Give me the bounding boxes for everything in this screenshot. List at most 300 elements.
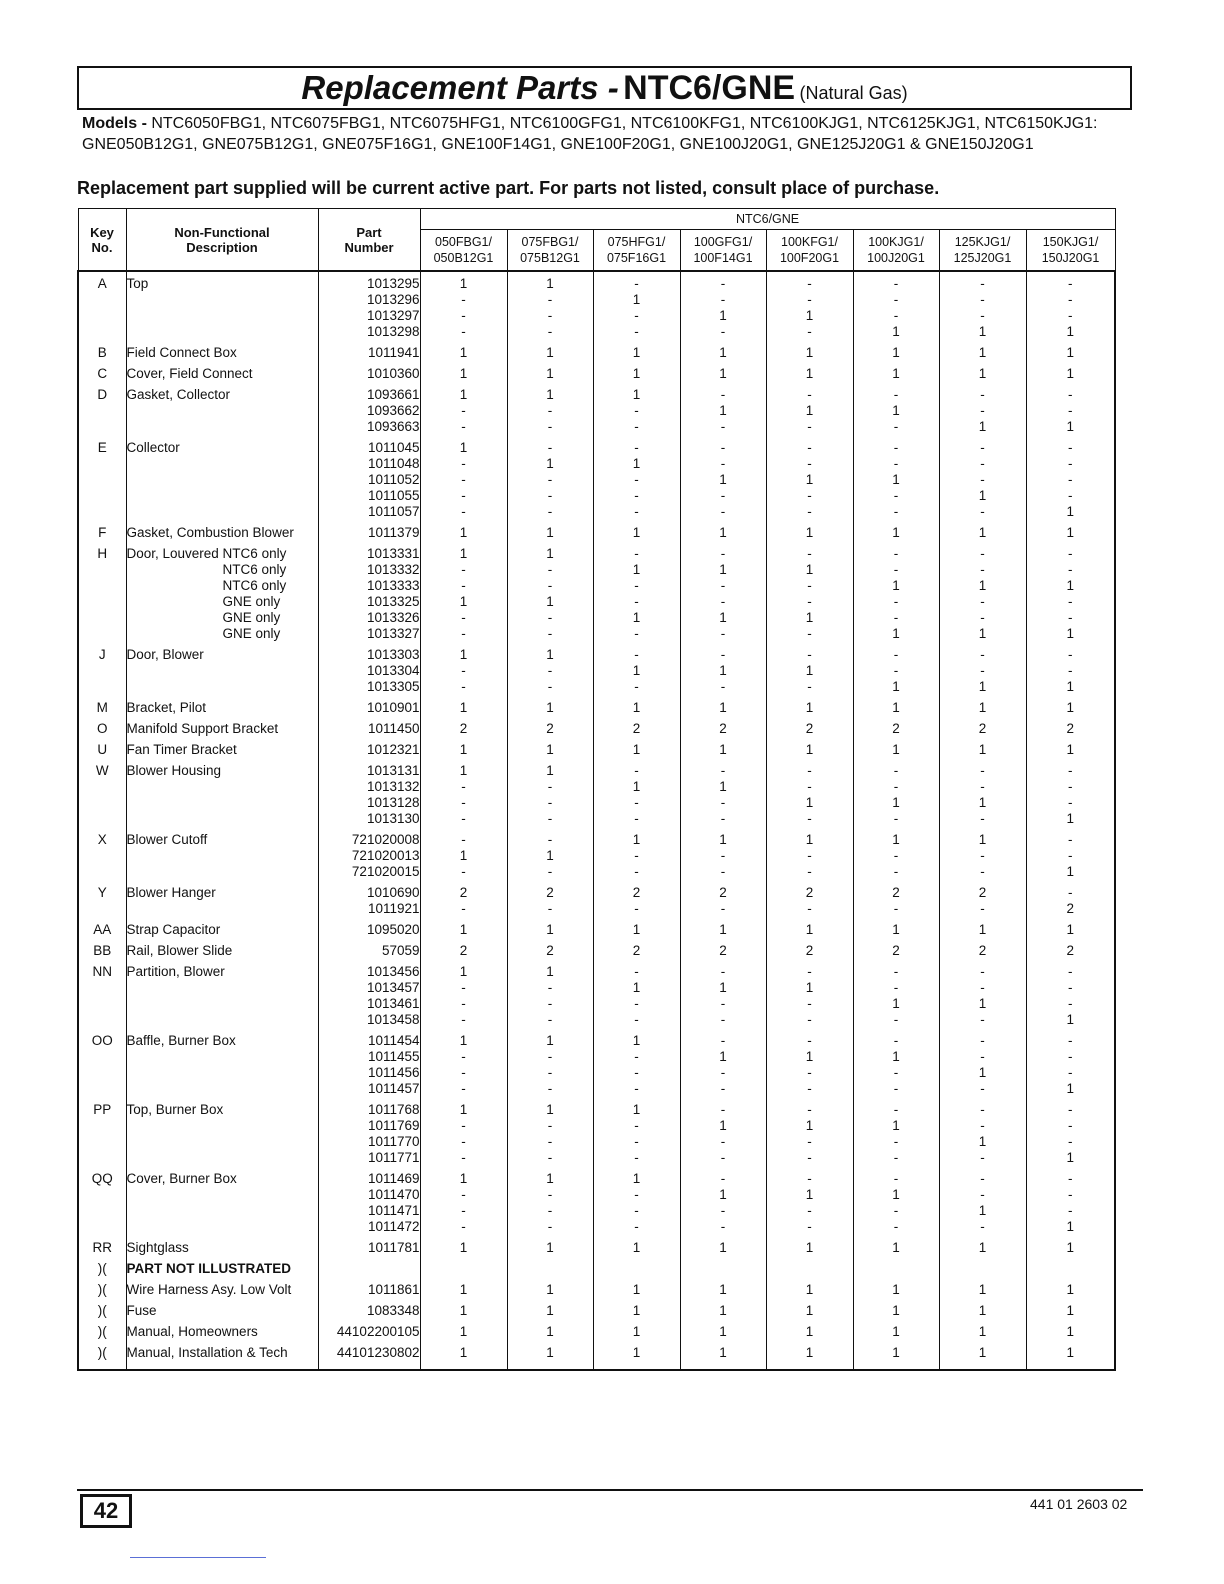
quantity-value: 1 [1066,742,1075,757]
quantity-value: - [893,1171,899,1186]
quantity-value: - [893,663,899,678]
quantity-value: - [461,795,466,810]
quantity-cell [766,271,853,345]
quantity-cell [680,721,766,742]
quantity-value: 1 [892,626,900,641]
part-number: 1013456 [366,964,420,979]
description-text: Bracket, Pilot [126,700,207,715]
quantity-value: - [720,1203,726,1218]
quantity-cell [680,345,766,366]
quantity-value: - [547,308,553,323]
part-number: 1013295 [366,276,420,291]
quantity-value: 1 [719,742,727,757]
quantity-value: - [547,1134,553,1149]
quantity-value: 2 [719,721,727,736]
part-number: 1013457 [366,980,420,995]
quantity-value: - [980,779,985,794]
quantity-value: - [807,594,812,609]
description-text: Top, Burner Box [126,1102,224,1117]
part-number-cell [318,832,420,885]
table-row [78,1324,1115,1345]
quantity-value: 2 [459,885,468,900]
quantity-value: - [634,1012,639,1027]
quantity-cell [420,1303,507,1324]
quantity-value: - [980,387,985,402]
part-number: 721020013 [351,848,420,863]
quantity-value: - [547,292,553,307]
quantity-cell [766,721,853,742]
quantity-value: 1 [632,742,641,757]
quantity-value: 2 [546,943,554,958]
quantity-value: - [1068,546,1073,561]
quantity-cell [1026,1282,1115,1303]
quantity-value: 1 [1066,700,1075,715]
part-number: 1011768 [367,1102,420,1117]
quantity-cell [420,525,507,546]
quantity-value: 1 [978,1203,987,1218]
description-cell [126,1282,318,1303]
row-gap [127,1187,318,1192]
page-title-box [77,66,1132,110]
quantity-cell [507,366,593,387]
header-line: 150J20G1 [1041,251,1100,265]
quantity-cell [1026,525,1115,546]
quantity-value: 1 [805,345,814,360]
quantity-cell [593,647,680,700]
quantity-value: 1 [459,742,468,757]
quantity-value: 1 [978,1324,987,1339]
quantity-value: - [980,456,985,471]
quantity-value: - [547,419,553,434]
quantity-cell [766,1102,853,1171]
part-number: 1011379 [367,525,420,540]
quantity-value: - [807,848,812,863]
quantity-value: 1 [978,742,987,757]
table-row [78,546,1115,647]
key-number: RR [92,1240,112,1255]
quantity-value: 2 [1066,721,1075,736]
column-header-description [126,209,318,272]
quantity-cell [853,1345,939,1370]
part-number-cell [318,1261,420,1282]
part-number-cell [318,1033,420,1102]
quantity-value: 1 [546,546,554,561]
quantity-value: - [980,403,985,418]
description-text: Cover, Burner Box [126,1171,237,1186]
quantity-value: - [1068,1118,1073,1133]
description-cell [126,1345,318,1370]
quantity-value: 1 [459,647,468,662]
quantity-value: - [1068,472,1073,487]
quantity-value: 2 [459,943,468,958]
key-number: W [95,763,109,778]
quantity-value: 1 [459,1171,468,1186]
quantity-cell [1026,345,1115,366]
quantity-cell [939,1303,1026,1324]
column-header-model [680,230,766,272]
quantity-value: 1 [892,1345,900,1360]
quantity-cell [420,1282,507,1303]
part-number: 1011941 [367,345,420,360]
part-number: 1013304 [366,663,420,678]
quantity-value: - [720,964,726,979]
quantity-cell [853,387,939,440]
table-body [78,271,1115,1370]
quantity-value: 1 [719,1118,727,1133]
key-number: )( [97,1282,107,1297]
description-cell [126,647,318,700]
quantity-value: - [807,1150,812,1165]
column-header-model [593,230,680,272]
quantity-value: 1 [1066,1303,1075,1318]
quantity-value: - [461,504,466,519]
description-cell [126,885,318,922]
key-number: M [96,700,108,715]
quantity-value: - [461,811,466,826]
quantity-value: 1 [459,366,468,381]
row-gap [508,1261,593,1266]
quantity-value: - [720,626,726,641]
quantity-value: - [980,1171,985,1186]
key-number: F [98,525,107,540]
quantity-value: - [634,679,639,694]
quantity-value: - [720,546,726,561]
quantity-value: - [634,763,639,778]
table-row [78,721,1115,742]
row-gap [319,1361,420,1366]
quantity-value: 1 [546,345,554,360]
quantity-value: - [807,864,812,879]
quantity-cell [939,700,1026,721]
quantity-value: 2 [978,721,987,736]
quantity-cell [420,885,507,922]
quantity-cell [593,742,680,763]
quantity-cell [766,700,853,721]
table-row [78,832,1115,885]
column-header-model [766,230,853,272]
quantity-cell [593,885,680,922]
quantity-value: 1 [459,387,468,402]
table-row [78,964,1115,1033]
part-number: 1011469 [367,1171,420,1186]
quantity-value: 1 [978,700,987,715]
row-gap [127,403,318,408]
part-number: 1013298 [366,324,420,339]
part-number-cell [318,1102,420,1171]
quantity-value: - [807,456,812,471]
quantity-cell [507,1240,593,1261]
quantity-value: 1 [892,472,900,487]
quantity-value: 1 [892,578,900,593]
key-number: X [97,832,107,847]
quantity-cell [853,1282,939,1303]
quantity-value: 1 [719,472,727,487]
quantity-cell [853,1261,939,1282]
quantity-value: - [461,1187,466,1202]
quantity-value: 2 [892,721,900,736]
quantity-value: - [461,626,466,641]
quantity-value: - [1068,276,1073,291]
quantity-value: - [893,1134,899,1149]
quantity-value: - [1068,980,1073,995]
table-row [78,1171,1115,1240]
quantity-cell [593,366,680,387]
quantity-value: - [893,440,899,455]
quantity-value: - [893,1150,899,1165]
key-number: AA [93,922,112,937]
quantity-value: 1 [632,700,641,715]
quantity-cell [420,345,507,366]
quantity-value: - [980,610,985,625]
row-gap [79,1118,126,1123]
description-subnote: NTC6 only [222,578,287,593]
quantity-value: 1 [632,980,641,995]
quantity-value: 1 [805,1324,814,1339]
quantity-cell [420,366,507,387]
part-number-cell [318,647,420,700]
page-number: 42 [80,1494,132,1528]
quantity-cell [939,763,1026,832]
quantity-value: - [807,679,812,694]
quantity-value: - [1068,403,1073,418]
quantity-value: 1 [1066,1282,1075,1297]
row-gap [79,1361,126,1366]
row-gap [79,1187,126,1192]
quantity-value: - [720,594,726,609]
quantity-value: 1 [892,1303,900,1318]
quantity-value: 1 [546,276,554,291]
quantity-value: 1 [632,292,641,307]
header-line: Part [356,224,382,240]
description-cell [126,366,318,387]
quantity-value: 1 [978,1134,987,1149]
quantity-cell [593,1345,680,1370]
key-cell [78,1345,126,1370]
quantity-value: - [807,276,812,291]
quantity-value: 1 [805,525,814,540]
part-number: 1011457 [367,1081,420,1096]
quantity-value: - [547,980,553,995]
quantity-value: - [461,1049,466,1064]
part-number: 1093662 [366,403,420,418]
table-row [78,525,1115,546]
quantity-value: - [980,763,985,778]
quantity-value: 1 [632,1282,641,1297]
header-line: Non-Functional [174,224,270,240]
quantity-value: - [1068,1049,1073,1064]
quantity-cell [853,1171,939,1240]
quantity-value: - [807,440,812,455]
quantity-value: - [807,488,812,503]
quantity-cell [507,1171,593,1240]
quantity-value: - [893,292,899,307]
row-gap [79,901,126,906]
quantity-value: - [461,562,466,577]
quantity-value: - [893,594,899,609]
quantity-value: 1 [632,832,641,847]
row-gap [1027,1261,1115,1266]
quantity-value: 1 [459,1102,468,1117]
quantity-cell [939,964,1026,1033]
quantity-cell [1026,763,1115,832]
quantity-cell [680,763,766,832]
row-gap [508,1361,593,1366]
key-cell [78,345,126,366]
quantity-value: - [807,1134,812,1149]
header-line: 075F16G1 [606,251,667,265]
quantity-value: - [720,419,726,434]
description-text: Door, Blower [126,647,204,662]
description-cell [126,546,318,647]
description-cell [126,440,318,525]
quantity-cell [680,885,766,922]
quantity-cell [766,885,853,922]
description-cell [126,763,318,832]
quantity-value: 1 [459,1345,468,1360]
quantity-cell [593,832,680,885]
quantity-cell [593,1102,680,1171]
quantity-value: 1 [892,700,900,715]
quantity-value: - [807,1065,812,1080]
quantity-value: 1 [805,562,814,577]
part-number: 44101230802 [336,1345,420,1360]
quantity-value: - [980,440,985,455]
quantity-value: 1 [546,456,554,471]
quantity-value: 2 [892,943,900,958]
quantity-value: - [807,996,812,1011]
key-cell [78,700,126,721]
quantity-cell [507,647,593,700]
quantity-cell [593,525,680,546]
table-row [78,387,1115,440]
key-cell [78,1171,126,1240]
row-gap [767,1361,853,1366]
row-gap [421,1361,507,1366]
quantity-cell [507,546,593,647]
quantity-value: - [461,1012,466,1027]
description-cell [126,943,318,964]
quantity-value: 1 [978,679,987,694]
row-gap [681,1361,766,1366]
key-number: Y [97,885,107,900]
quantity-value: 2 [1066,943,1075,958]
quantity-value: 1 [632,1324,641,1339]
quantity-cell [1026,1171,1115,1240]
quantity-value: - [720,811,726,826]
quantity-value: 1 [632,1303,641,1318]
row-gap [79,403,126,408]
quantity-value: 1 [719,980,727,995]
quantity-cell [853,647,939,700]
quantity-value: - [1068,1033,1073,1048]
quantity-value: 1 [546,1033,554,1048]
key-cell [78,1303,126,1324]
part-number: 1012321 [366,742,420,757]
quantity-cell [939,1171,1026,1240]
part-number: 1013327 [366,626,420,641]
quantity-value: - [720,679,726,694]
quantity-cell [853,1033,939,1102]
quantity-cell [420,763,507,832]
quantity-value: 1 [459,1303,468,1318]
description-cell [126,387,318,440]
part-number: 1011048 [367,456,420,471]
description-text: Wire Harness Asy. Low Volt [126,1282,292,1297]
table-row [78,271,1115,345]
part-number: 1011455 [367,1049,420,1064]
quantity-value: 1 [719,345,727,360]
row-gap [127,292,318,297]
header-line: 100F14G1 [693,251,753,265]
table-row [78,700,1115,721]
quantity-value: 1 [805,403,814,418]
quantity-value: - [720,488,726,503]
quantity-cell [1026,885,1115,922]
quantity-cell [507,1303,593,1324]
table-header [78,209,1115,272]
quantity-cell [1026,742,1115,763]
quantity-value: - [634,578,639,593]
quantity-value: 1 [1066,366,1075,381]
quantity-value: 1 [719,1187,727,1202]
quantity-cell [507,763,593,832]
quantity-value: - [461,610,466,625]
quantity-value: - [634,308,639,323]
quantity-value: - [980,292,985,307]
quantity-cell [939,1324,1026,1345]
quantity-cell [766,387,853,440]
part-number: 1011471 [367,1203,420,1218]
quantity-cell [593,387,680,440]
quantity-value: 1 [719,308,727,323]
quantity-cell [420,546,507,647]
quantity-value: 1 [892,366,900,381]
quantity-value: - [807,292,812,307]
quantity-value: 2 [805,885,814,900]
part-number: 1011921 [367,901,420,916]
part-number: 1093663 [366,419,420,434]
part-number: 1083348 [366,1303,420,1318]
quantity-cell [853,885,939,922]
quantity-cell [939,832,1026,885]
quantity-value: - [461,864,466,879]
quantity-cell [420,832,507,885]
quantity-value: 1 [546,763,554,778]
quantity-value: - [807,1219,812,1234]
key-cell [78,832,126,885]
quantity-value: - [547,610,553,625]
quantity-cell [420,440,507,525]
key-number: OO [91,1033,113,1048]
table-row [78,1102,1115,1171]
quantity-cell [766,964,853,1033]
quantity-value: - [461,996,466,1011]
table-row [78,742,1115,763]
key-cell [78,1282,126,1303]
quantity-cell [766,647,853,700]
quantity-cell [939,546,1026,647]
quantity-value: 1 [546,1282,554,1297]
quantity-value: 1 [546,1102,554,1117]
quantity-value: - [980,1033,985,1048]
key-number: QQ [91,1171,113,1186]
quantity-value: - [1068,387,1073,402]
column-header-model [853,230,939,272]
description-cell [126,1102,318,1171]
quantity-cell [939,885,1026,922]
part-number: 1013461 [366,996,420,1011]
row-gap [79,779,126,784]
